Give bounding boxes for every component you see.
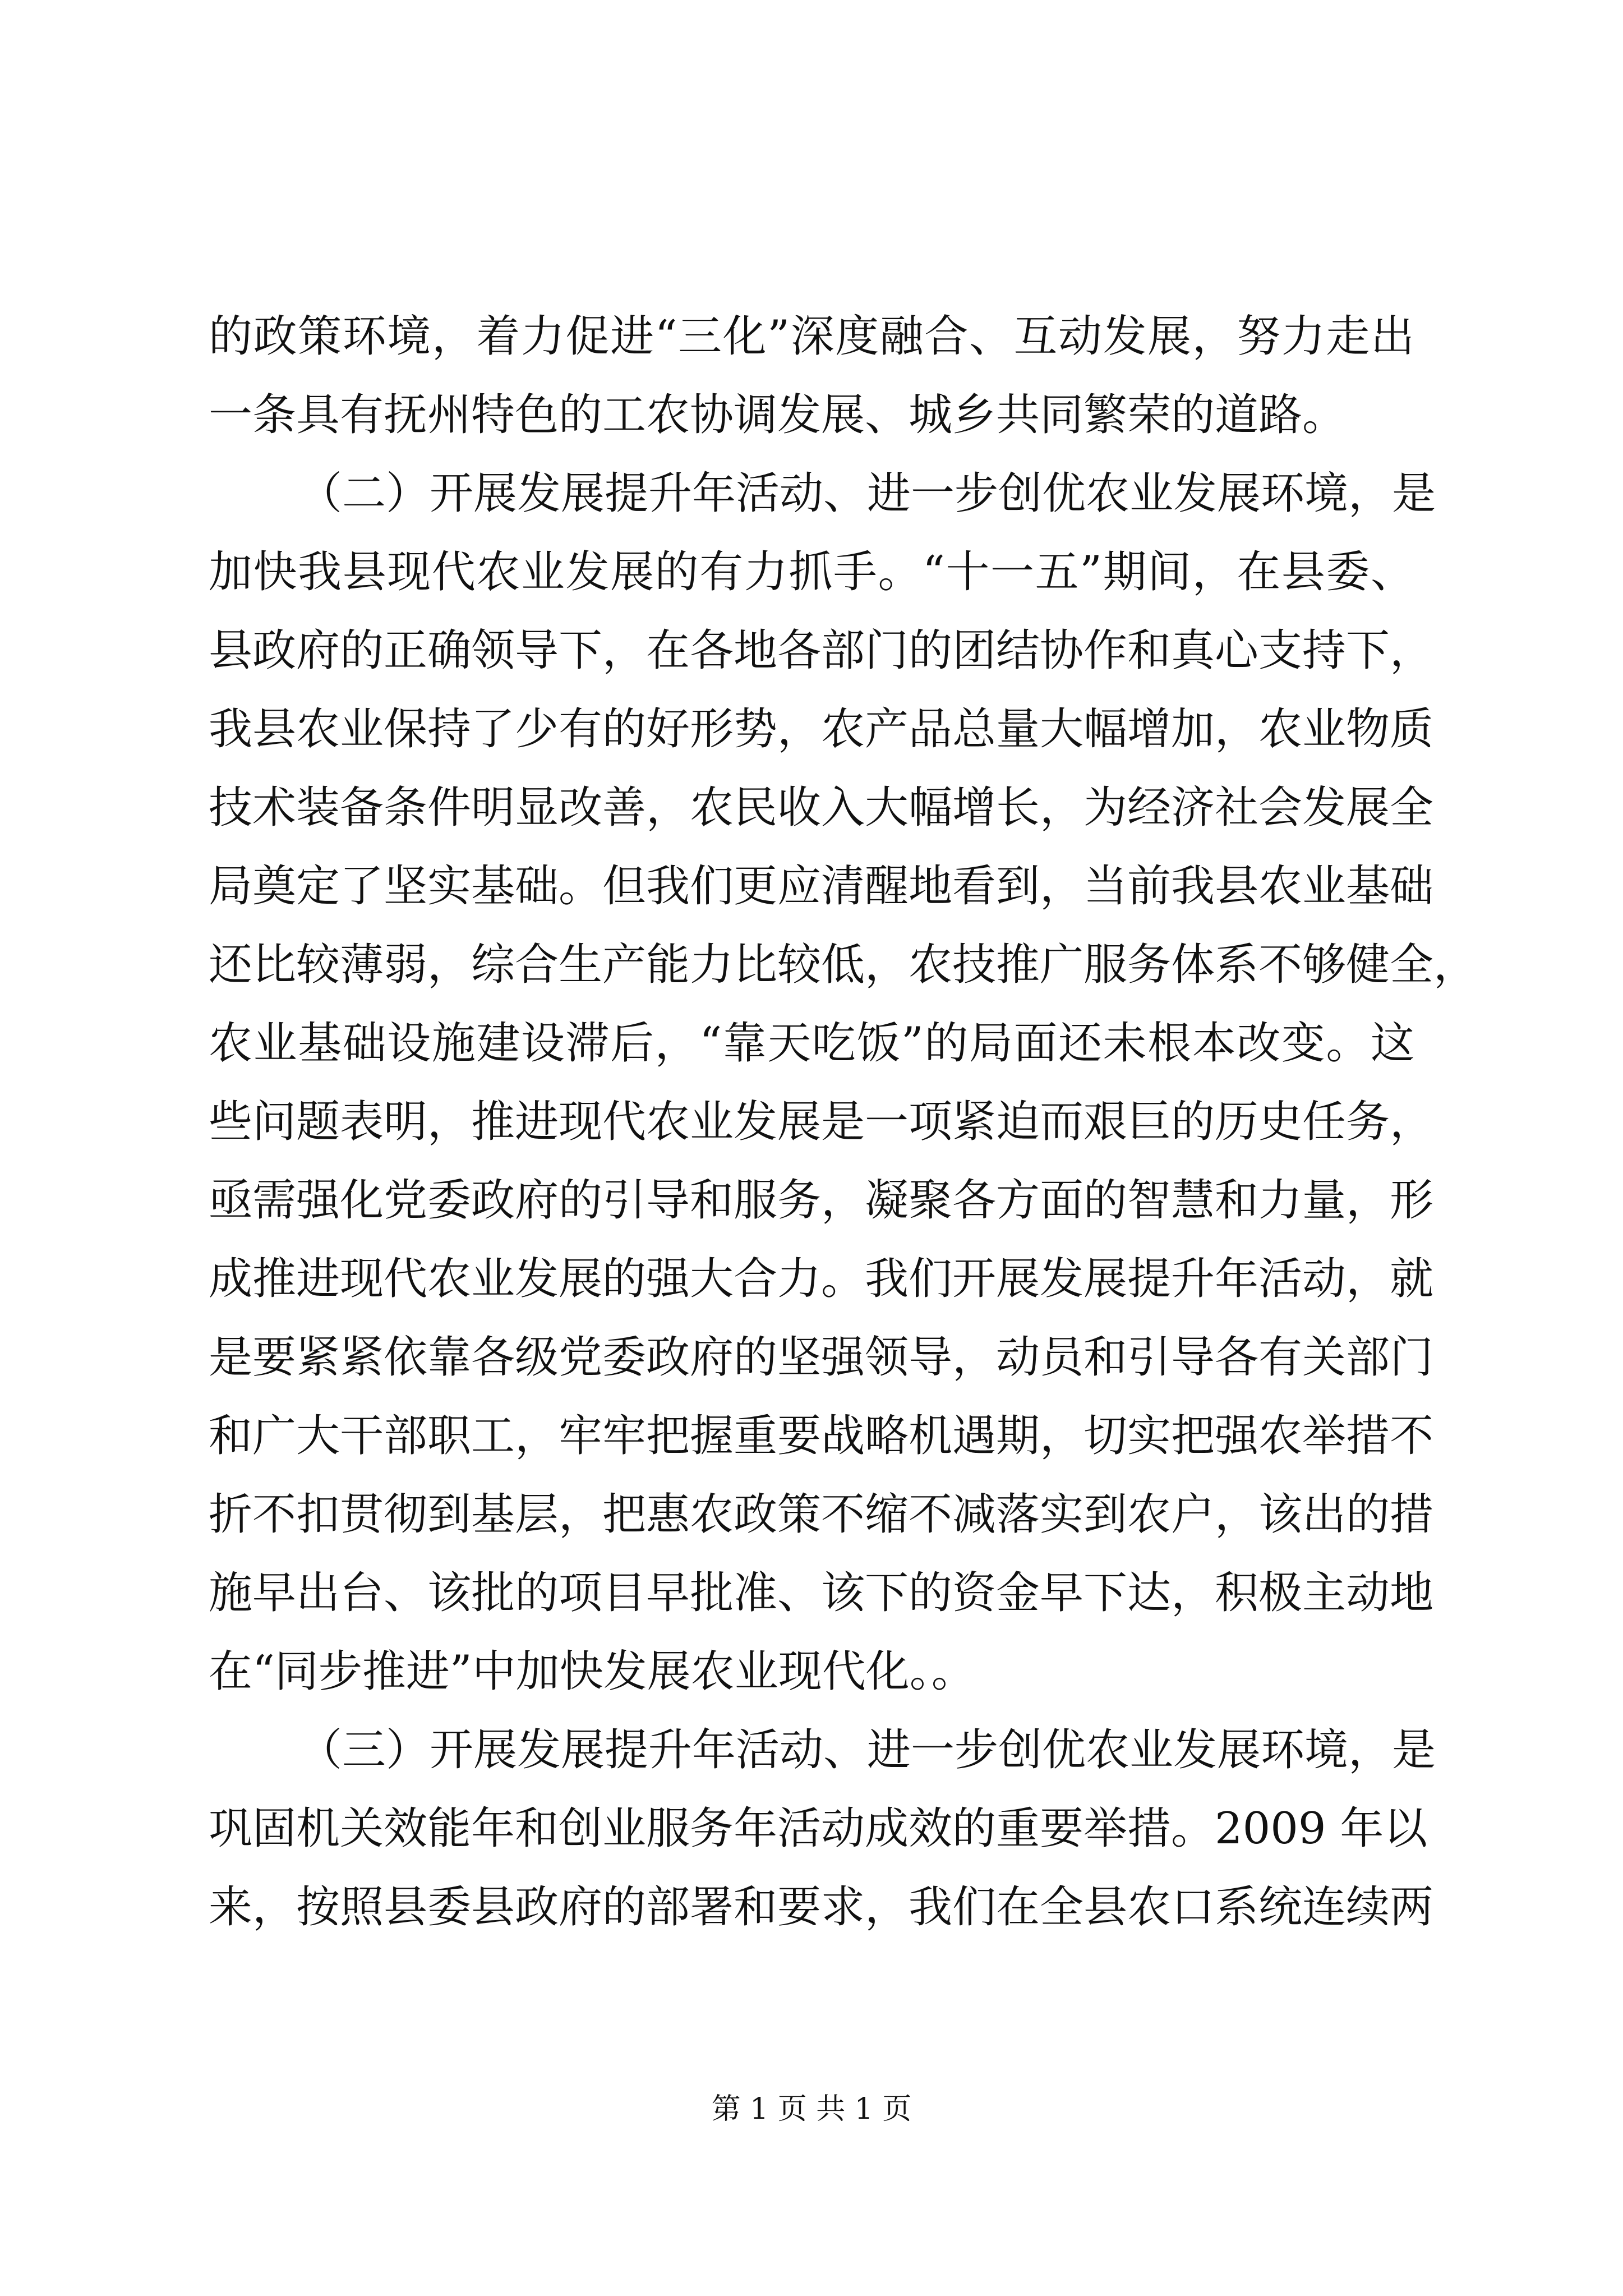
paragraph-start-line: （二）开展发展提升年活动、进一步创优农业发展环境，是 xyxy=(298,468,1436,519)
text-line: 局奠定了坚实基础。但我们更应清醒地看到，当前我县农业基础 xyxy=(209,861,1434,912)
text-line: 加快我县现代农业发展的有力抓手。“十一五”期间，在县委、 xyxy=(209,547,1414,597)
text-line: 施早出台、该批的项目早批准、该下的资金早下达，积极主动地 xyxy=(209,1568,1434,1618)
text-line: 成推进现代农业发展的强大合力。我们开展发展提升年活动，就 xyxy=(209,1254,1434,1304)
text-line: 我县农业保持了少有的好形势，农产品总量大幅增加，农业物质 xyxy=(209,704,1434,754)
paragraph-start-line: （三）开展发展提升年活动、进一步创优农业发展环境，是 xyxy=(298,1725,1436,1775)
text-line: 县政府的正确领导下，在各地各部门的团结协作和真心支持下， xyxy=(209,625,1434,676)
text-line: 技术装备条件明显改善，农民收入大幅增长，为经济社会发展全 xyxy=(209,783,1434,833)
text-line: 来，按照县委县政府的部署和要求，我们在全县农口系统连续两 xyxy=(209,1882,1434,1932)
text-line: 和广大干部职工，牢牢把握重要战略机遇期，切实把强农举措不 xyxy=(209,1411,1434,1461)
text-line: 巩固机关效能年和创业服务年活动成效的重要举措。2009 年以 xyxy=(209,1803,1428,1854)
text-line: 还比较薄弱，综合生产能力比较低，农技推广服务体系不够健全， xyxy=(209,940,1478,990)
text-line: 折不扣贯彻到基层，把惠农政策不缩不减落实到农户，该出的措 xyxy=(209,1489,1434,1540)
text-line: 的政策环境，着力促进“三化”深度融合、互动发展，努力走出 xyxy=(209,311,1414,362)
text-line: 是要紧紧依靠各级党委政府的坚强领导，动员和引导各有关部门 xyxy=(209,1332,1434,1383)
text-line: 些问题表明，推进现代农业发展是一项紧迫而艰巨的历史任务， xyxy=(209,1097,1434,1147)
text-line: 亟需强化党委政府的引导和服务，凝聚各方面的智慧和力量，形 xyxy=(209,1175,1434,1226)
document-body xyxy=(209,297,1478,1947)
text-line: 在“同步推进”中加快发展农业现代化。。 xyxy=(209,1646,975,1697)
text-line: 农业基础设施建设滞后，“靠天吃饭”的局面还未根本改变。这 xyxy=(209,1018,1414,1069)
text-line: 一条具有抚州特色的工农协调发展、城乡共同繁荣的道路。 xyxy=(209,390,1347,440)
page-footer: 第 1 页 共 1 页 xyxy=(711,2092,912,2126)
